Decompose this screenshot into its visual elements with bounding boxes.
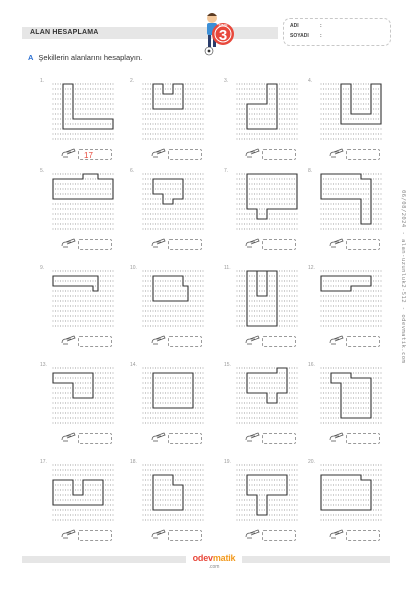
pencil-hand-icon <box>150 238 166 250</box>
answer-box[interactable] <box>346 239 380 250</box>
surname-label: SOYADI <box>290 33 309 39</box>
question-4 <box>308 78 378 158</box>
dot-grid-figure <box>320 367 382 427</box>
pencil-hand-icon <box>244 148 260 160</box>
dot-grid-figure <box>52 367 114 427</box>
pencil-hand-icon <box>328 148 344 160</box>
shape-outline <box>63 84 113 129</box>
question-number: 1. <box>40 78 45 84</box>
dot-grid-figure <box>52 173 114 233</box>
question-19 <box>224 459 294 539</box>
answer-box[interactable] <box>78 336 112 347</box>
question-9 <box>40 265 110 345</box>
shape-outline <box>153 84 183 109</box>
question-number: 5. <box>40 168 45 174</box>
question-15 <box>224 362 294 442</box>
dot-grid-figure <box>236 83 298 143</box>
pencil-hand-icon <box>244 335 260 347</box>
question-number: 4. <box>308 78 313 84</box>
shape-outline <box>53 174 113 199</box>
shape-outline <box>247 475 287 515</box>
dot-grid-figure <box>142 173 204 233</box>
question-6 <box>130 168 200 248</box>
pencil-hand-icon <box>328 335 344 347</box>
question-number: 10. <box>130 265 137 271</box>
shape-outline <box>247 368 287 403</box>
dot-grid-figure <box>142 83 204 143</box>
instruction-letter: A <box>28 53 34 62</box>
pencil-hand-icon <box>244 529 260 541</box>
badge-number: 3 <box>218 27 228 44</box>
dot-grid-figure <box>320 173 382 233</box>
worksheet-title: ALAN HESAPLAMA <box>30 29 99 36</box>
side-watermark: 06/08/2024 - alan-uzunluk2-512 - odevmatik.com <box>400 190 406 364</box>
shape-outline <box>321 276 371 291</box>
dot-grid-figure <box>320 464 382 524</box>
dot-grid-figure <box>320 83 382 143</box>
shape-outline <box>331 373 371 418</box>
question-20 <box>308 459 378 539</box>
dot-grid-figure <box>320 270 382 330</box>
answer-box[interactable] <box>346 433 380 444</box>
shape-outline <box>247 84 277 129</box>
name-colon: : <box>320 23 322 29</box>
dot-grid-figure <box>142 367 204 427</box>
answer-box[interactable]: 17 <box>78 149 112 160</box>
dot-grid-figure <box>52 270 114 330</box>
answer-box[interactable] <box>262 149 296 160</box>
odevmatik-logo: odevmatik .com <box>186 553 242 575</box>
shape-outline <box>53 373 93 398</box>
question-number: 17. <box>40 459 47 465</box>
pencil-hand-icon <box>150 432 166 444</box>
dot-grid-figure <box>52 464 114 524</box>
answer-box[interactable] <box>168 433 202 444</box>
question-number: 3. <box>224 78 229 84</box>
name-label: ADI <box>290 23 299 29</box>
pencil-hand-icon <box>328 529 344 541</box>
question-3 <box>224 78 294 158</box>
answer-box[interactable] <box>346 149 380 160</box>
question-number: 15. <box>224 362 231 368</box>
shape-outline <box>53 276 98 291</box>
shape-outline <box>153 179 183 204</box>
question-number: 16. <box>308 362 315 368</box>
question-number: 6. <box>130 168 135 174</box>
pencil-hand-icon <box>60 148 76 160</box>
question-8 <box>308 168 378 248</box>
pencil-hand-icon <box>60 432 76 444</box>
surname-colon: : <box>320 33 322 39</box>
answer-box[interactable] <box>78 239 112 250</box>
answer-box[interactable] <box>262 336 296 347</box>
answer-box[interactable] <box>346 530 380 541</box>
name-surname-box <box>283 18 391 46</box>
question-number: 12. <box>308 265 315 271</box>
question-number: 11. <box>224 265 231 271</box>
question-14 <box>130 362 200 442</box>
answer-box[interactable] <box>346 336 380 347</box>
question-11 <box>224 265 294 345</box>
question-number: 13. <box>40 362 47 368</box>
shape-outline <box>53 480 103 505</box>
answer-box[interactable] <box>168 239 202 250</box>
answer-box[interactable] <box>262 433 296 444</box>
question-5 <box>40 168 110 248</box>
pencil-hand-icon <box>244 238 260 250</box>
answer-box[interactable] <box>168 149 202 160</box>
dot-grid-figure <box>142 464 204 524</box>
question-13 <box>40 362 110 442</box>
dot-grid-figure <box>236 464 298 524</box>
question-7 <box>224 168 294 248</box>
question-18 <box>130 459 200 539</box>
answer-box[interactable] <box>168 336 202 347</box>
dot-grid-figure <box>236 173 298 233</box>
question-number: 19. <box>224 459 231 465</box>
answer-box[interactable] <box>262 530 296 541</box>
dot-grid-figure <box>52 83 114 143</box>
dot-grid-figure <box>142 270 204 330</box>
mascot-grade-badge <box>198 12 236 56</box>
question-number: 2. <box>130 78 135 84</box>
pencil-hand-icon <box>150 335 166 347</box>
answer-box[interactable] <box>78 433 112 444</box>
dot-grid-figure <box>236 367 298 427</box>
shape-outline <box>247 174 297 219</box>
question-16 <box>308 362 378 442</box>
question-number: 8. <box>308 168 313 174</box>
pencil-hand-icon <box>60 238 76 250</box>
pencil-hand-icon <box>60 529 76 541</box>
instruction <box>28 53 142 62</box>
badge-label: SINIF <box>218 23 228 28</box>
question-number: 20. <box>308 459 315 465</box>
pencil-hand-icon <box>328 432 344 444</box>
pencil-hand-icon <box>150 529 166 541</box>
question-number: 18. <box>130 459 137 465</box>
pencil-hand-icon <box>60 335 76 347</box>
dot-grid-figure <box>236 270 298 330</box>
question-number: 14. <box>130 362 137 368</box>
answer-box[interactable] <box>168 530 202 541</box>
question-2 <box>130 78 200 158</box>
question-1 <box>40 78 110 158</box>
pencil-hand-icon <box>328 238 344 250</box>
pencil-hand-icon <box>244 432 260 444</box>
shape-outline <box>247 271 277 326</box>
pencil-hand-icon <box>150 148 166 160</box>
question-number: 9. <box>40 265 45 271</box>
question-17 <box>40 459 110 539</box>
question-10 <box>130 265 200 345</box>
instruction-text: Şekillerin alanlarını hesaplayın. <box>38 53 143 62</box>
answer-box[interactable] <box>78 530 112 541</box>
question-number: 7. <box>224 168 229 174</box>
question-12 <box>308 265 378 345</box>
answer-box[interactable] <box>262 239 296 250</box>
shape-outline <box>153 276 188 301</box>
